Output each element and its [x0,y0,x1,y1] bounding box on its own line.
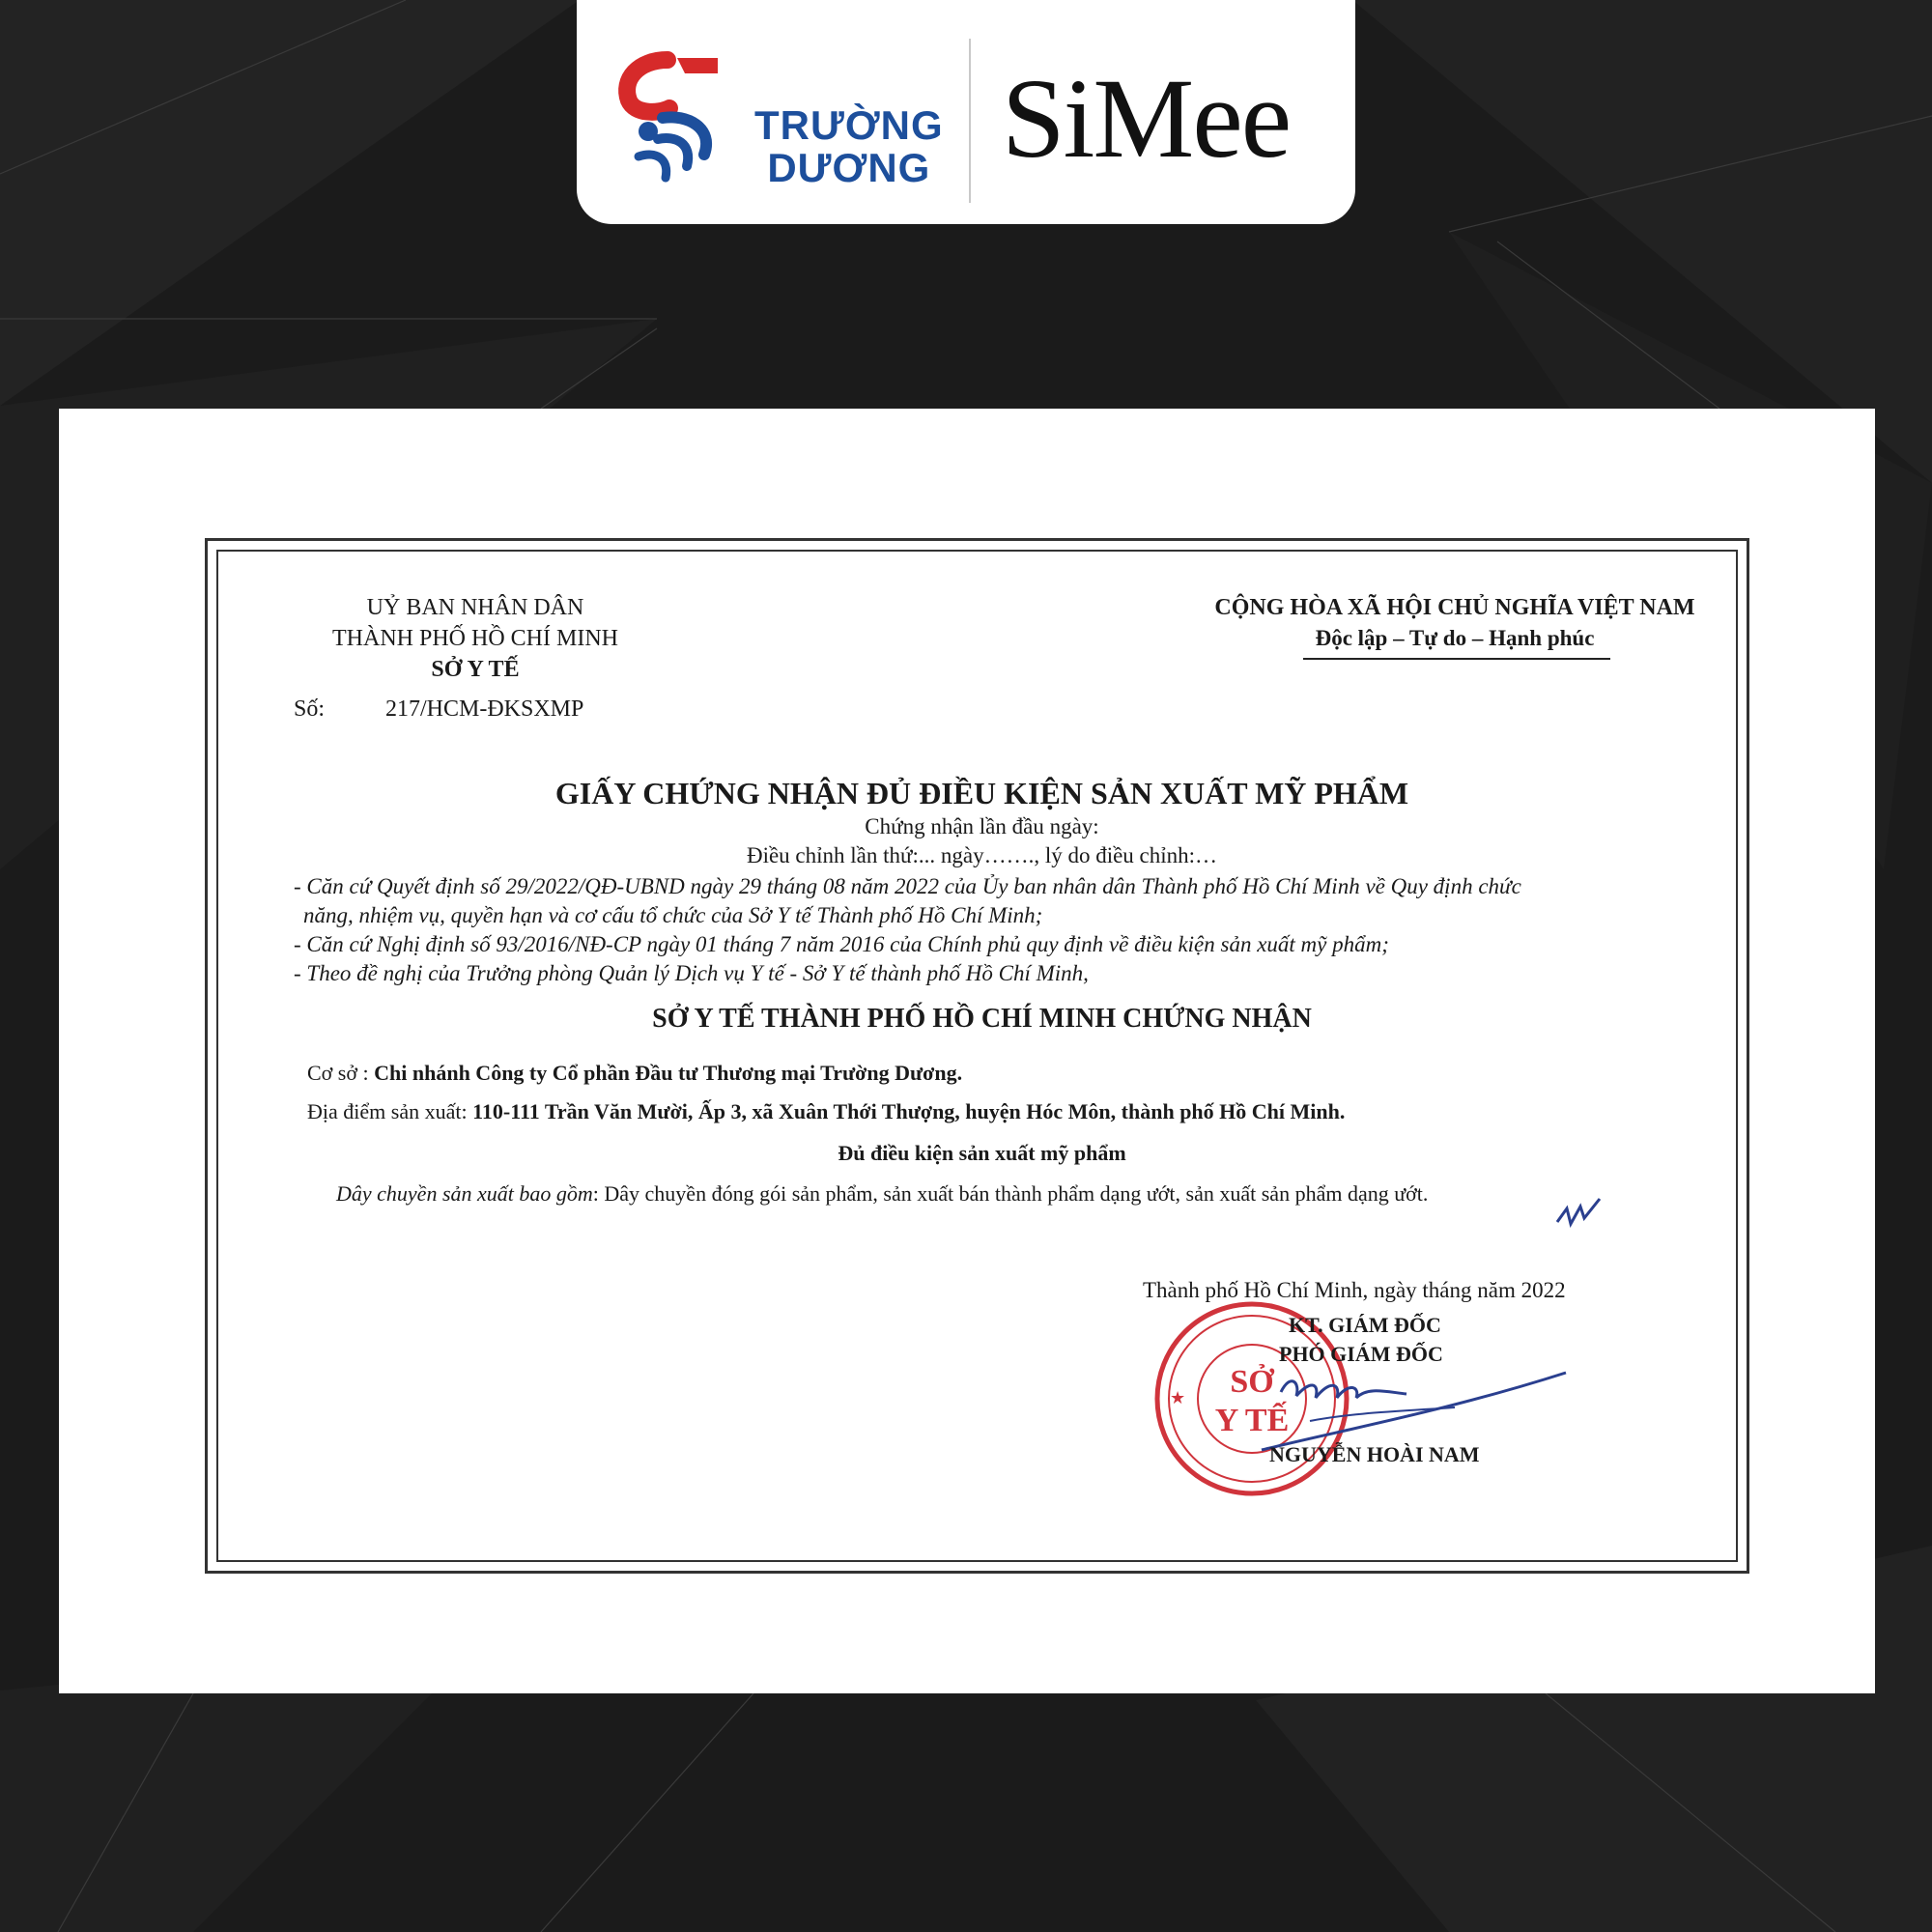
signatory-title: KT. GIÁM ĐỐC [1289,1313,1441,1337]
first-certification: Chứng nhận lần đầu ngày: [865,814,1099,838]
issuing-authority [311,592,639,685]
nation-name: CỘNG HÒA XÃ HỘI CHỦ NGHĨA VIỆT NAM [1214,595,1695,620]
authority-line-1: UỶ BAN NHÂN DÂN [366,595,584,620]
signatory-position: PHÓ GIÁM ĐỐC [1279,1342,1443,1366]
certificate-border [205,538,1749,1574]
adjustment-line: Điều chỉnh lần thứ:... ngày……., lý do điều chỉnh:… [746,843,1218,867]
document-number: 217/HCM-ĐKSXMP [385,696,584,722]
signatory-name: NGUYỄN HOÀI NAM [1269,1442,1480,1466]
certification-statement: SỞ Y TẾ THÀNH PHỐ HỒ CHÍ MINH CHỨNG NHẬN [652,1004,1312,1034]
authority-line-3: SỞ Y TẾ [431,657,520,682]
svg-text:Y TẾ: Y TẾ [1214,1403,1290,1438]
logo-divider [969,39,971,203]
place-and-date: Thành phố Hồ Chí Minh, ngày tháng năm 2022 [1143,1278,1566,1302]
production-lines-value: : Dây chuyền đóng gói sản phẩm, sản xuất bán thành phẩm dạng ướt, sản xuất sản phẩm dạng ướt. [592,1181,1429,1206]
facility-row [307,1061,962,1086]
legal-basis-2: - Căn cứ Nghị định số 93/2016/NĐ-CP ngày 01 tháng 7 năm 2016 của Chính phủ quy định về điều kiện sản xuất mỹ phẩm; [294,932,1389,956]
brand-line-1: TRƯỜNG [754,102,944,148]
national-motto: Độc lập – Tự do – Hạnh phúc [1315,626,1595,650]
production-lines-row [336,1181,1428,1207]
legal-basis-1-continued: năng, nhiệm vụ, quyền hạn và cơ cấu tổ chức của Sở Y tế Thành phố Hồ Chí Minh; [303,903,1043,927]
truong-duong-logo-icon [610,50,745,185]
certificate-paper [59,409,1875,1693]
certificate-title: GIẤY CHỨNG NHẬN ĐỦ ĐIỀU KIỆN SẢN XUẤT MỸ PHẨM [554,776,1409,810]
location-label: Địa điểm sản xuất: [307,1099,468,1123]
location-value: 110-111 Trần Văn Mười, Ấp 3, xã Xuân Thới Thượng, huyện Hóc Môn, thành phố Hồ Chí Minh. [472,1099,1346,1123]
location-row [307,1099,1345,1124]
brand-header [577,0,1355,224]
truong-duong-wordmark [754,104,944,189]
legal-basis-1: - Căn cứ Quyết định số 29/2022/QĐ-UBND ngày 29 tháng 08 năm 2022 của Ủy ban nhân dân Thành phố Hồ Chí Minh về Quy định chức [294,874,1521,898]
svg-text:★: ★ [1170,1388,1186,1407]
motto-underline [1303,658,1610,660]
qualified-statement: Đủ điều kiện sản xuất mỹ phẩm [838,1141,1126,1165]
authority-line-2: THÀNH PHỐ HỒ CHÍ MINH [332,626,618,651]
brand-line-2: DƯƠNG [767,145,931,190]
national-header [1184,592,1725,654]
certificate-inner-border [216,550,1738,1562]
facility-value: Chi nhánh Công ty Cổ phần Đầu tư Thương mại Trường Dương. [374,1061,963,1085]
document-number-label: Số: [294,696,326,722]
facility-label: Cơ sở : [307,1061,369,1085]
production-lines-label: Dây chuyền sản xuất bao gồm [336,1181,593,1206]
simee-wordmark: SiMee [1002,55,1291,182]
legal-basis-3: - Theo đề nghị của Trưởng phòng Quản lý Dịch vụ Y tế - Sở Y tế thành phố Hồ Chí Minh, [294,961,1089,985]
handwritten-initial [1551,1179,1609,1237]
svg-text:SỞ: SỞ [1230,1364,1274,1400]
